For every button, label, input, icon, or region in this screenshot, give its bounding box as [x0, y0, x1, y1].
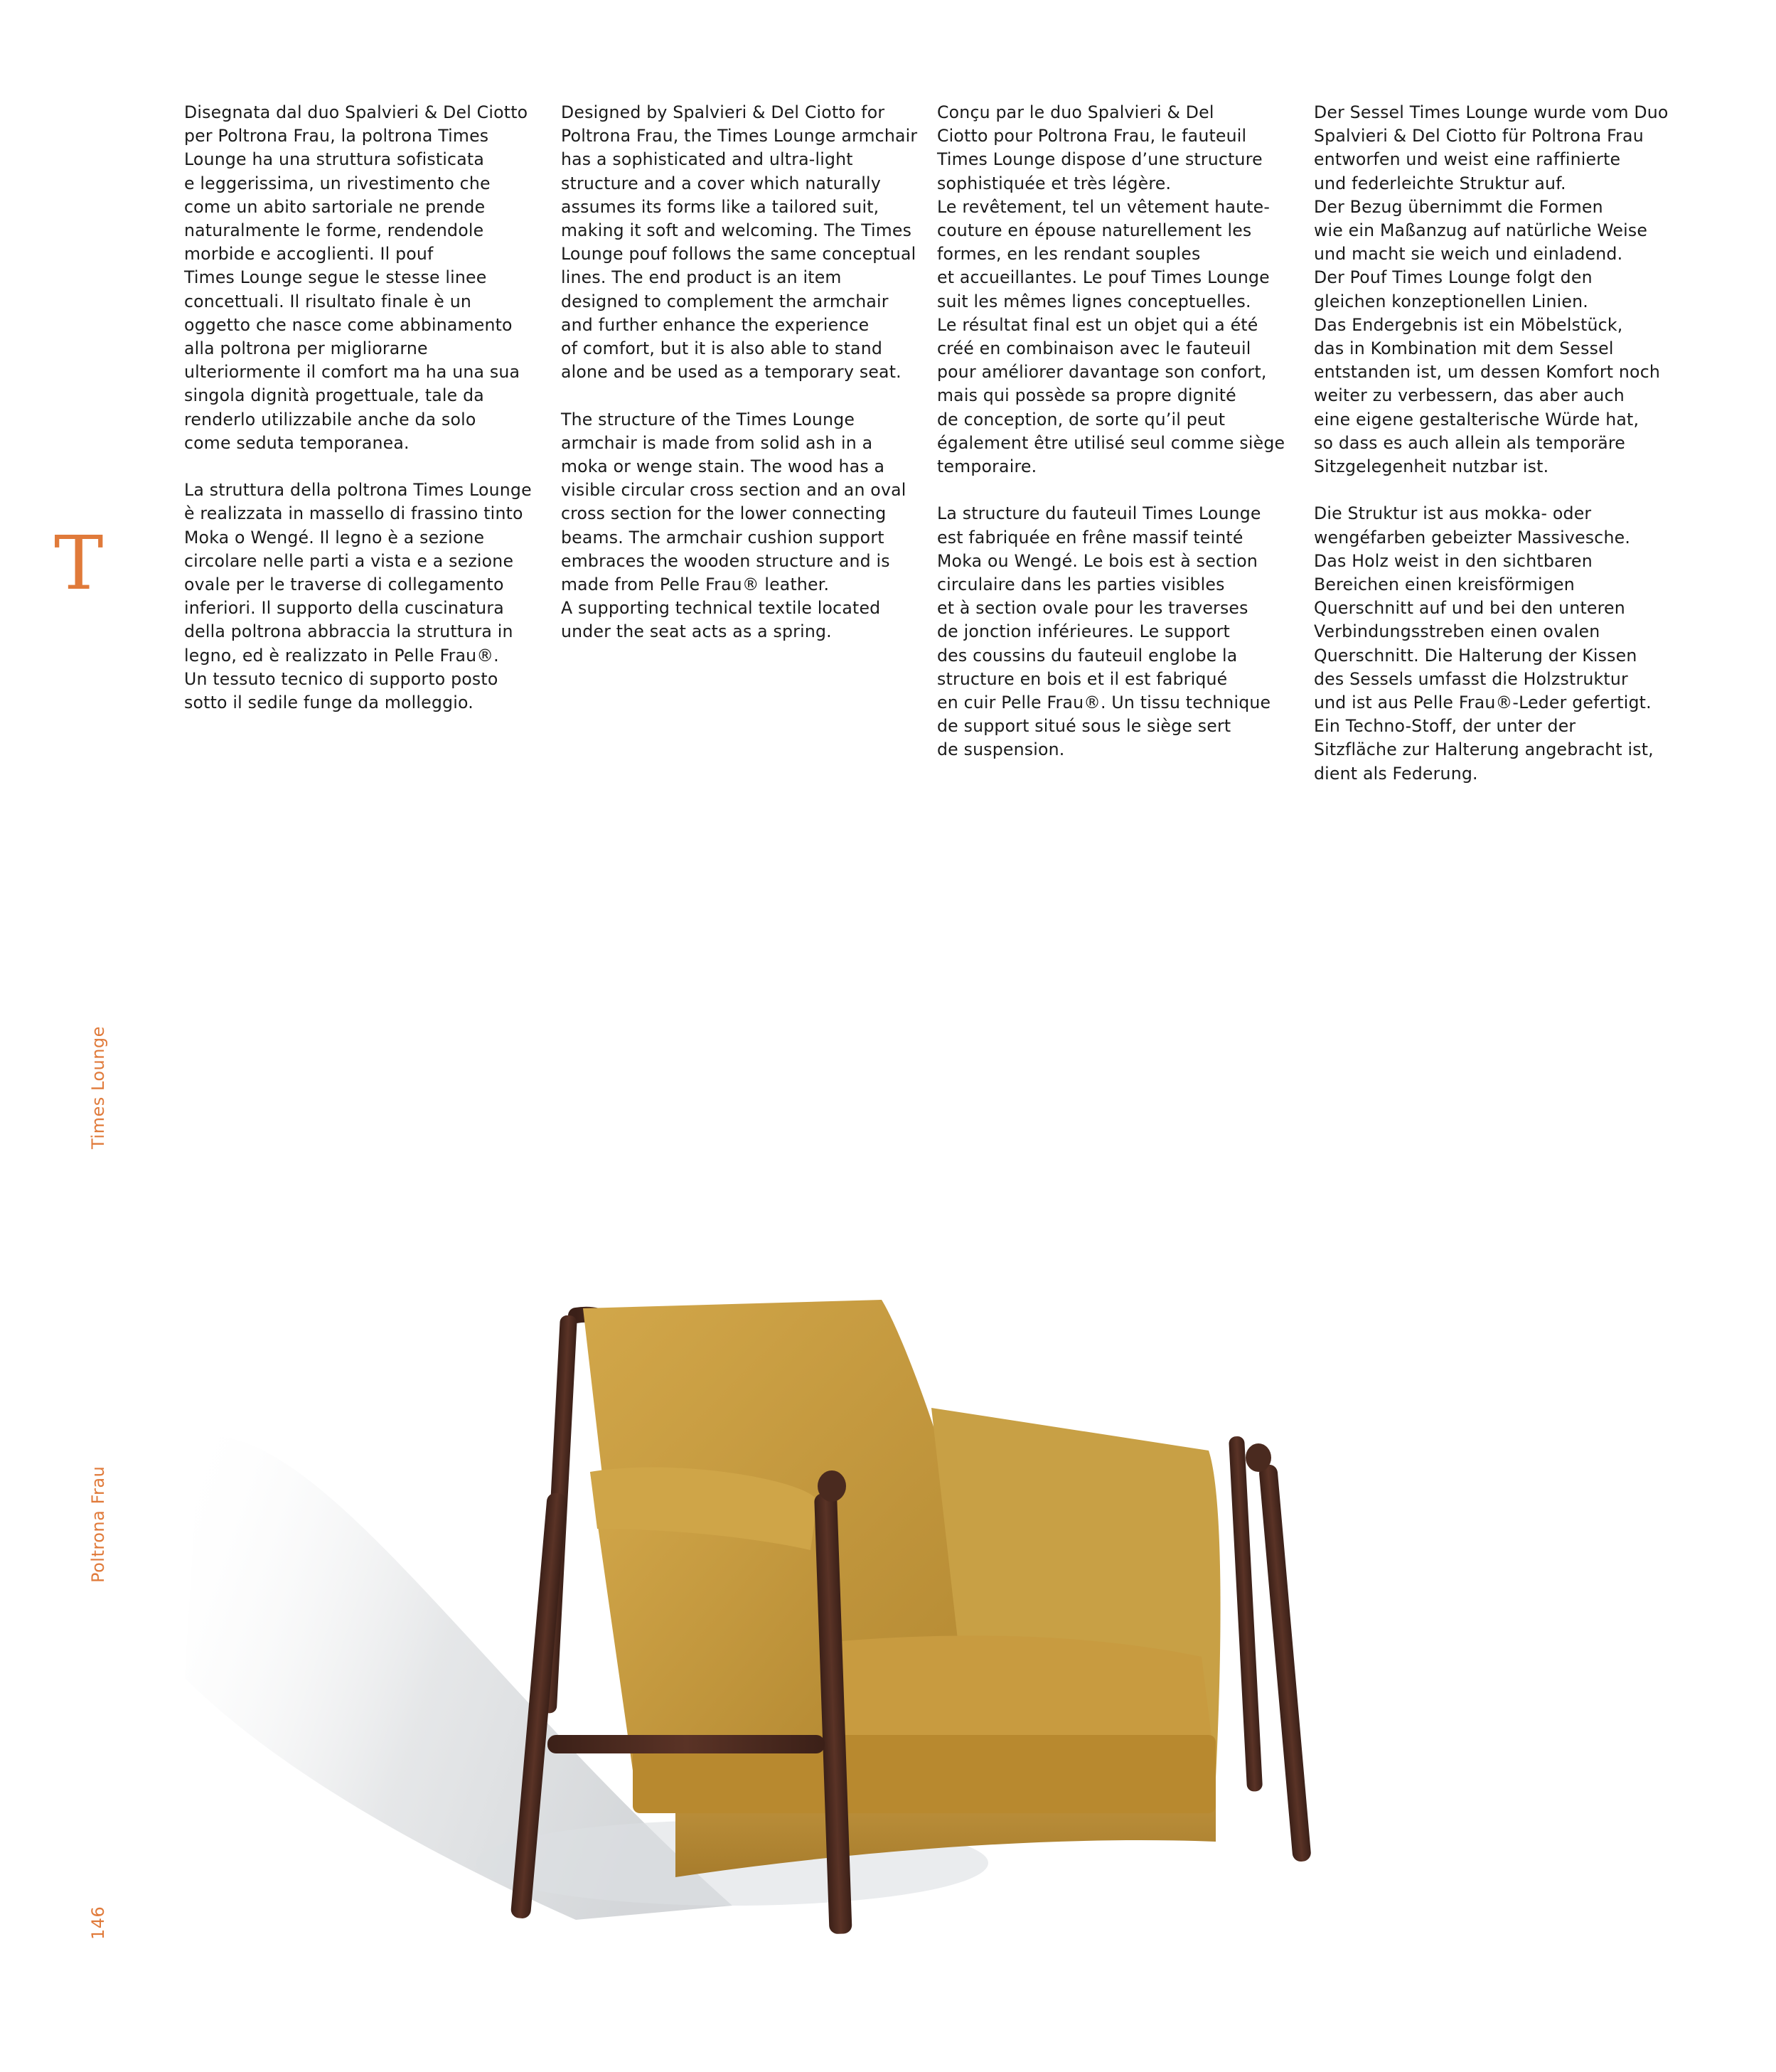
text-line: entworfen und weist eine raffinierte	[1314, 149, 1621, 170]
text-line: Das Holz weist in den sichtbaren	[1314, 550, 1593, 571]
text-line: Disegnata dal duo Spalvieri & Del Ciotto	[184, 102, 528, 122]
text-line: Der Pouf Times Lounge folgt den	[1314, 267, 1593, 288]
text-line: so dass es auch allein als temporäre	[1314, 432, 1626, 453]
text-line: Bereichen einen kreisförmigen	[1314, 575, 1575, 595]
text-line: Sitzgelegenheit nutzbar ist.	[1314, 456, 1549, 477]
paragraph-en-1	[561, 101, 918, 384]
paragraph-it-2	[184, 479, 533, 715]
paragraph-de-2	[1314, 502, 1662, 785]
arm-knob-left	[818, 1470, 846, 1502]
paragraph-fr-1	[937, 101, 1285, 479]
text-line: de conception, de sorte qu’il peut	[937, 409, 1226, 429]
text-line: pour améliorer davantage son confort,	[937, 362, 1267, 383]
drop-letter: T	[54, 520, 104, 607]
text-line: come un abito sartoriale ne prende	[184, 196, 486, 217]
text-line: Moka o Wengé. Il legno è a sezione	[184, 527, 485, 548]
text-line: concettuali. Il risultato finale è un	[184, 291, 472, 311]
text-line: entstanden ist, um dessen Komfort noch	[1314, 362, 1661, 383]
text-line: und macht sie weich und einladend.	[1314, 244, 1623, 265]
text-line: et à section ovale pour les traverses	[937, 598, 1248, 619]
text-line: cross section for the lower connecting	[561, 503, 887, 524]
text-line: Poltrona Frau, the Times Lounge armchair	[561, 126, 918, 146]
text-line: armchair is made from solid ash in a	[561, 432, 873, 453]
text-line: dient als Federung.	[1314, 763, 1478, 784]
text-line: per Poltrona Frau, la poltrona Times	[184, 126, 489, 146]
text-line: Verbindungsstreben einen ovalen	[1314, 621, 1600, 642]
text-line: Querschnitt auf und bei den unteren	[1314, 598, 1625, 619]
text-line: Times Lounge segue le stesse linee	[184, 267, 487, 288]
text-line: créé en combinaison avec le fauteuil	[937, 338, 1251, 359]
text-line: und federleichte Struktur auf.	[1314, 173, 1566, 193]
text-line: Das Endergebnis ist ein Möbelstück,	[1314, 314, 1623, 335]
text-line: and further enhance the experience	[561, 314, 870, 335]
text-line: en cuir Pelle Frau®. Un tissu technique	[937, 693, 1271, 713]
text-line: singola dignità progettuale, tale da	[184, 385, 484, 406]
text-line: embraces the wooden structure and is	[561, 550, 890, 571]
paragraph-it-1	[184, 101, 533, 455]
text-line: sotto il sedile funge da molleggio.	[184, 693, 474, 713]
text-line: circolare nelle parti a vista e a sezione	[184, 550, 514, 571]
text-line: alla poltrona per migliorarne	[184, 338, 428, 359]
text-line: renderlo utilizzabile anche da solo	[184, 409, 476, 429]
text-line: de support situé sous le siège sert	[937, 716, 1231, 737]
text-line: moka or wenge stain. The wood has a	[561, 456, 885, 477]
paragraph-fr-2	[937, 502, 1285, 762]
text-line: Spalvieri & Del Ciotto für Poltrona Frau	[1314, 126, 1644, 146]
text-line: das in Kombination mit dem Sessel	[1314, 338, 1614, 359]
text-line: Ein Techno-Stoff, der unter der	[1314, 716, 1576, 737]
text-line: designed to complement the armchair	[561, 291, 889, 311]
text-line: A supporting technical textile located	[561, 598, 881, 619]
text-line: formes, en les rendant souples	[937, 244, 1201, 265]
paragraph-en-2	[561, 408, 909, 644]
text-line: suit les mêmes lignes conceptuelles.	[937, 291, 1251, 311]
text-line: wengéfarben gebeizter Massivesche.	[1314, 527, 1631, 548]
text-line: des coussins du fauteuil englobe la	[937, 645, 1238, 666]
text-line: beams. The armchair cushion support	[561, 527, 884, 548]
side-series-title: Times Lounge	[88, 1026, 108, 1149]
right-front-leg	[1258, 1464, 1312, 1862]
side-brand-name: Poltrona Frau	[88, 1465, 108, 1583]
text-line: structure en bois et il est fabriqué	[937, 668, 1228, 689]
text-line: est fabriquée en frêne massif teinté	[937, 527, 1243, 548]
text-line: et accueillantes. Le pouf Times Lounge	[937, 267, 1270, 288]
text-line: temporaire.	[937, 456, 1037, 477]
text-line: lines. The end product is an item	[561, 267, 842, 288]
text-line: Lounge pouf follows the same conceptual	[561, 244, 916, 265]
text-line: assumes its forms like a tailored suit,	[561, 196, 879, 217]
text-line: inferiori. Il supporto della cuscinatura	[184, 598, 504, 619]
text-line: Ciotto pour Poltrona Frau, le fauteuil	[937, 126, 1247, 146]
text-line: Der Sessel Times Lounge wurde vom Duo	[1314, 102, 1669, 122]
text-line: La struttura della poltrona Times Lounge	[184, 480, 532, 501]
text-line: Le résultat final est un objet qui a été	[937, 314, 1258, 335]
text-line: è realizzata in massello di frassino tinto	[184, 503, 523, 524]
arm-knob-right	[1246, 1443, 1271, 1472]
text-line: ulteriormente il comfort ma ha una sua	[184, 362, 520, 383]
text-line: gleichen konzeptionellen Linien.	[1314, 291, 1588, 311]
column-german	[1314, 101, 1669, 809]
text-line: alone and be used as a temporary seat.	[561, 362, 902, 383]
lower-beam	[547, 1735, 825, 1753]
text-line: circulaire dans les parties visibles	[937, 575, 1225, 595]
text-line: Querschnitt. Die Halterung der Kissen	[1314, 645, 1637, 666]
text-line: wie ein Maßanzug auf natürliche Weise	[1314, 220, 1648, 241]
text-line: des Sessels umfasst die Holzstruktur	[1314, 668, 1628, 689]
text-line: couture en épouse naturellement les	[937, 220, 1252, 241]
text-line: Lounge ha una struttura sofisticata	[184, 149, 484, 170]
text-line: Times Lounge dispose d’une structure	[937, 149, 1263, 170]
text-line: e leggerissima, un rivestimento che	[184, 173, 491, 193]
text-line: Moka ou Wengé. Le bois est à section	[937, 550, 1258, 571]
text-line: della poltrona abbraccia la struttura in	[184, 621, 513, 642]
text-line: Le revêtement, tel un vêtement haute-	[937, 196, 1271, 217]
text-line: und ist aus Pelle Frau®-Leder gefertigt.	[1314, 693, 1652, 713]
column-french	[937, 101, 1285, 786]
column-italian	[184, 101, 533, 738]
text-line: mais qui possède sa propre dignité	[937, 385, 1236, 406]
text-line: également être utilisé seul comme siège	[937, 432, 1285, 453]
text-line: Der Bezug übernimmt die Formen	[1314, 196, 1603, 217]
text-line: The structure of the Times Lounge	[561, 409, 855, 429]
text-line: sophistiquée et très légère.	[937, 173, 1172, 193]
text-line: legno, ed è realizzato in Pelle Frau®.	[184, 645, 499, 666]
text-line: making it soft and welcoming. The Times	[561, 220, 912, 241]
column-english	[561, 101, 918, 668]
text-line: structure and a cover which naturally	[561, 173, 881, 193]
text-line: Designed by Spalvieri & Del Ciotto for	[561, 102, 885, 122]
text-line: visible circular cross section and an oval	[561, 480, 906, 501]
text-line: Un tessuto tecnico di supporto posto	[184, 668, 498, 689]
text-line: made from Pelle Frau® leather.	[561, 575, 830, 595]
text-line: morbide e accoglienti. Il pouf	[184, 244, 434, 265]
text-line: weiter zu verbessern, das aber auch	[1314, 385, 1625, 406]
text-line: Die Struktur ist aus mokka- oder	[1314, 503, 1592, 524]
text-line: de suspension.	[937, 739, 1065, 760]
text-line: has a sophisticated and ultra-light	[561, 149, 853, 170]
text-line: under the seat acts as a spring.	[561, 621, 832, 642]
text-line: Conçu par le duo Spalvieri & Del	[937, 102, 1214, 122]
text-line: of comfort, but it is also able to stand	[561, 338, 883, 359]
text-line: Sitzfläche zur Halterung angebracht ist,	[1314, 739, 1654, 760]
rear-leg-right	[1229, 1436, 1263, 1791]
text-line: come seduta temporanea.	[184, 432, 410, 453]
page-number: 146	[88, 1906, 108, 1940]
paragraph-de-1	[1314, 101, 1669, 479]
armchair-photo	[178, 1280, 1337, 1962]
text-line: de jonction inférieures. Le support	[937, 621, 1230, 642]
text-line: oggetto che nasce come abbinamento	[184, 314, 513, 335]
text-line: ovale per le traverse di collegamento	[184, 575, 504, 595]
text-line: eine eigene gestalterische Würde hat,	[1314, 409, 1639, 429]
text-line: La structure du fauteuil Times Lounge	[937, 503, 1261, 524]
text-line: naturalmente le forme, rendendole	[184, 220, 484, 241]
